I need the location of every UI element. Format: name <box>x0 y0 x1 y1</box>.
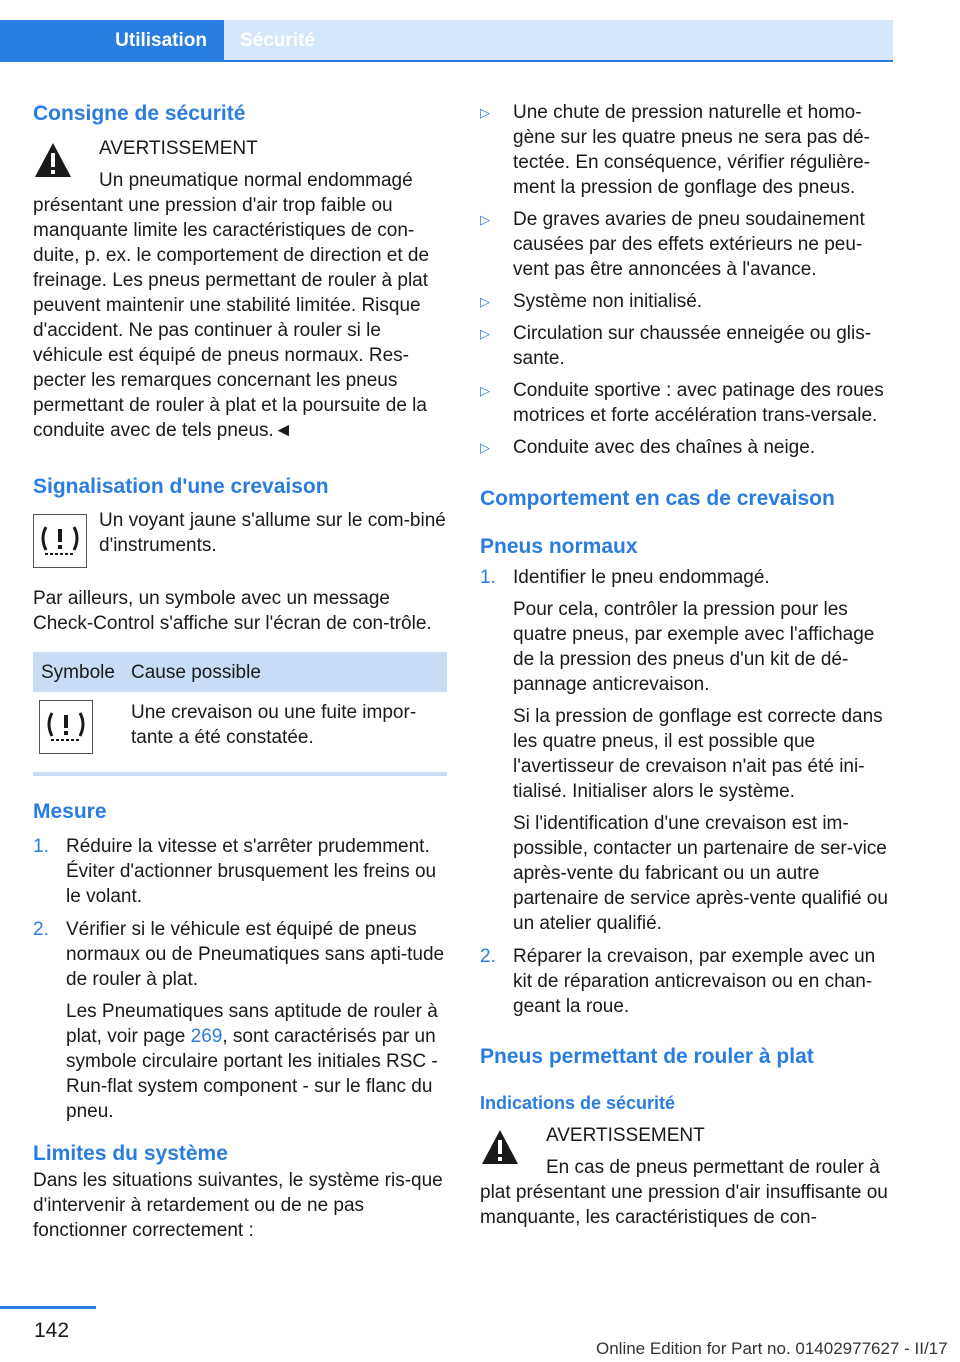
list-number: 1. <box>33 836 49 857</box>
page-header <box>0 0 960 62</box>
warning-label: AVERTISSEMENT <box>546 1125 705 1146</box>
tire-pressure-icon <box>39 700 93 754</box>
list-item <box>480 321 892 371</box>
behaviour-heading: Comportement en cas de crevaison <box>480 487 835 510</box>
header-divider <box>224 60 893 62</box>
list-text: Conduite avec des chaînes à neige. <box>513 437 816 458</box>
list-text: Identifier le pneu endommagé. <box>513 567 770 588</box>
list-item <box>480 100 892 200</box>
page-link[interactable]: 269 <box>190 1026 223 1047</box>
right-column <box>480 100 892 1230</box>
normal-tires-heading: Pneus normaux <box>480 535 638 558</box>
limits-text: Dans les situations suivantes, le système ris-que d'intervenir à retardement ou de ne pas fonctionner correctement : <box>33 1170 443 1241</box>
list-item <box>480 289 892 314</box>
col-cause: Cause possible <box>131 661 261 683</box>
edition-note: Online Edition for Part no. 01402977627 - II/17 <box>596 1339 948 1358</box>
list-subtext: Pour cela, contrôler la pression pour les quatre pneus, par exemple avec l'affichage de la pression des pneus d'un kit de dé-pannage anticrevaison. <box>513 599 875 695</box>
list-text: Vérifier si le véhicule est équipé de pneus normaux ou de Pneumatiques sans apti-tude de rouler à plat. <box>66 919 445 990</box>
list-text: De graves avaries de pneu soudainement causées par des effets extérieurs ne peu-vent pas être annoncées à l'avance. <box>513 209 865 280</box>
col-symbole: Symbole <box>41 661 115 683</box>
triangle-bullet-icon: ▷ <box>480 294 490 309</box>
list-item <box>480 565 892 936</box>
safety-sub-heading: Indications de sécurité <box>480 1093 676 1113</box>
list-item <box>33 834 447 909</box>
list-item <box>480 207 892 282</box>
limits-heading: Limites du système <box>33 1142 228 1165</box>
list-subtext: Si la pression de gonflage est correcte dans les quatre pneus, il est possible que l'avertisseur de crevaison n'ait pas été ini-tialisé. Initialiser alors le système. <box>513 706 883 802</box>
page-number: 142 <box>34 1319 70 1342</box>
list-item <box>33 917 447 1124</box>
left-column <box>33 100 447 1243</box>
warning-text: En cas de pneus permettant de rouler à plat présentant une pression d'air insuffisante ou manquante, les caractéristiques de con- <box>480 1157 888 1228</box>
triangle-bullet-icon: ▷ <box>480 383 490 398</box>
triangle-bullet-icon: ▷ <box>480 440 490 455</box>
signal-heading: Signalisation d'une crevaison <box>33 475 329 498</box>
list-item <box>480 435 892 460</box>
warning-block <box>480 1123 892 1230</box>
triangle-bullet-icon: ▷ <box>480 212 490 227</box>
limits-list <box>480 100 892 460</box>
triangle-bullet-icon: ▷ <box>480 326 490 341</box>
warning-triangle-icon <box>480 1127 520 1167</box>
list-text: Réduire la vitesse et s'arrêter prudemment. Éviter d'actionner brusquement les freins ou le volant. <box>66 836 437 907</box>
runflat-heading: Pneus permettant de rouler à plat <box>480 1045 814 1068</box>
warning-block <box>33 136 447 443</box>
list-text: Conduite sportive : avec patinage des roues motrices et forte accélération trans-versale. <box>513 380 884 426</box>
signal-block <box>33 508 447 572</box>
tab-utilisation[interactable]: Utilisation <box>0 20 224 62</box>
mesure-heading: Mesure <box>33 800 107 823</box>
list-number: 1. <box>480 567 496 588</box>
list-item <box>480 378 892 428</box>
list-text: Une chute de pression naturelle et homo-gène sur les quatre pneus ne sera pas dé-tectée. En conséquence, vérifier régulière-ment la pression de gonflage des pneus. <box>513 102 871 198</box>
table-symbol-cell <box>33 700 131 754</box>
steps-list <box>480 565 892 1019</box>
list-number: 2. <box>480 946 496 967</box>
list-item <box>480 944 892 1019</box>
warning-text: Un pneumatique normal endommagé présentant une pression d'air trop faible ou manquante limite les caractéristiques de con-duite, p. ex. le comportement de direction et de freinage. Les pneus permettant de rouler à plat peuvent maintenir une stabilité limitée. Risque d'accident. Ne pas continuer à rouler si le véhicule est équipé de pneus normaux. Res-pecter les remarques concernant les pneus permettant de rouler à plat et la poursuite de la conduite avec de tels pneus.◄ <box>33 170 430 441</box>
signal-text: Un voyant jaune s'allume sur le com-biné d'instruments. <box>99 510 446 556</box>
symbol-table <box>33 652 447 776</box>
list-number: 2. <box>33 919 49 940</box>
tire-pressure-icon <box>33 514 87 568</box>
warning-triangle-icon <box>33 140 73 180</box>
mesure-list <box>33 834 447 1124</box>
cc-text: Par ailleurs, un symbole avec un message Check-Control s'affiche sur l'écran de con-trôle. <box>33 588 432 634</box>
list-subtext: Si l'identification d'une crevaison est im-possible, contacter un partenaire de ser-vice après-vente du fabricant ou un autre partenaire de service après-vente qualifié ou un atelier qualifié. <box>513 813 888 934</box>
tab-securite[interactable]: Sécurité <box>240 30 315 51</box>
table-header <box>33 652 447 692</box>
list-text: Réparer la crevaison, par exemple avec un kit de réparation anticrevaison ou en chan-geant la roue. <box>513 946 876 1017</box>
list-subtext: Les Pneumatiques sans aptitude de rouler à plat, voir page 269, sont caractérisés par un symbole circulaire portant les initiales RSC - Run-flat system component - sur le flanc du pneu. <box>66 1001 438 1122</box>
table-cause-cell: Une crevaison ou une fuite impor-tante a été constatée. <box>131 702 417 748</box>
safety-heading: Consigne de sécurité <box>33 102 246 125</box>
triangle-bullet-icon: ▷ <box>480 105 490 120</box>
table-row <box>33 692 447 762</box>
list-text: Circulation sur chaussée enneigée ou glis-sante. <box>513 323 872 369</box>
table-bottom-rule <box>33 772 447 776</box>
footer-rule <box>0 1306 96 1309</box>
list-text: Système non initialisé. <box>513 291 703 312</box>
warning-label: AVERTISSEMENT <box>99 138 258 159</box>
